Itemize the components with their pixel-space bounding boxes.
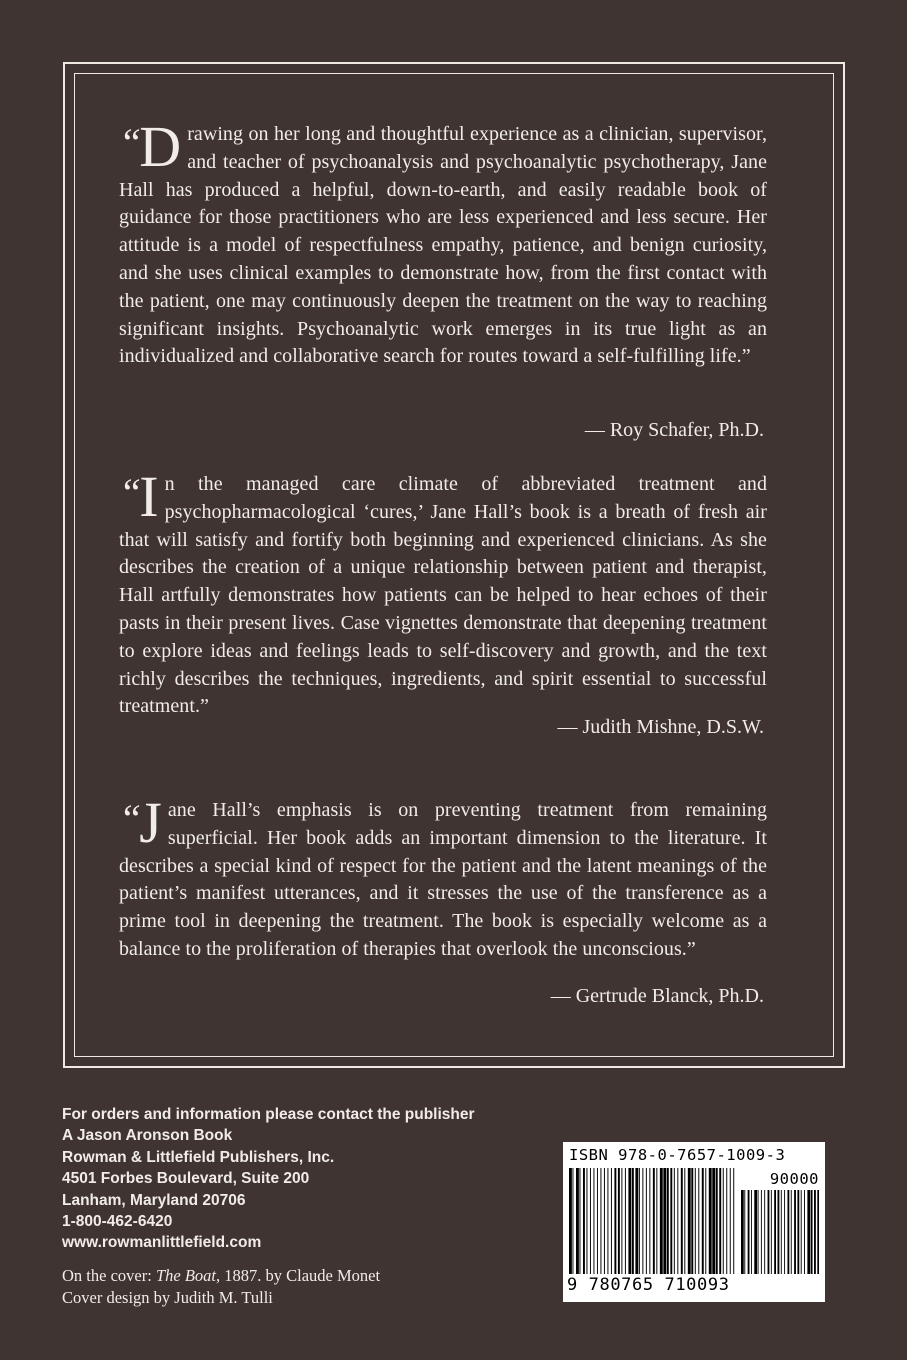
- barcode-bar: [572, 1168, 573, 1274]
- quote-text: n the managed care climate of abbreviated treatment and psychopharmacological ‘cures,’ Jane Hall’s book is a breath of fresh air that will satisfy and fortify both beginning and experienced clinicians. As she describes the creation of a unique relationship between patient and therapist, Hall artfully demonstrates how patients can be helped to hear echoes of their pasts in their present lives. Case vignettes demonstrate that deepening treatment to explore ideas and feelings leads to self-discovery and growth, and the text richly describes the techniques, ingredients, and spirit essential to successful treatment.”: [119, 473, 767, 718]
- barcode-bar: [576, 1168, 579, 1274]
- barcode-bar: [663, 1168, 666, 1274]
- barcode-bar: [778, 1190, 780, 1274]
- barcode-bar: [691, 1168, 693, 1274]
- cover-art-title: The Boat: [155, 1266, 216, 1285]
- publisher-info: [62, 1104, 475, 1254]
- barcode-bar: [791, 1190, 792, 1274]
- quote-judith-mishne: [119, 464, 767, 721]
- ean13-bars: [569, 1168, 735, 1274]
- barcode-bar: [639, 1168, 640, 1274]
- quote-roy-schafer: [119, 114, 767, 371]
- quote-gertrude-blanck: [119, 790, 767, 964]
- barcode-bar: [716, 1168, 718, 1274]
- barcode-bar: [758, 1190, 759, 1274]
- barcode-bar: [649, 1168, 650, 1274]
- barcode-bar: [730, 1168, 731, 1274]
- isbn-barcode: [563, 1142, 825, 1302]
- publisher-address-line2: Lanham, Maryland 20706: [62, 1191, 246, 1209]
- barcode-bar: [586, 1168, 587, 1274]
- barcode-bar: [604, 1168, 605, 1274]
- barcode-bar: [804, 1190, 805, 1274]
- dropcap: “J: [119, 790, 162, 855]
- cover-credits: [62, 1265, 380, 1309]
- publisher-website: www.rowmanlittlefield.com: [62, 1234, 262, 1252]
- barcode-bar: [621, 1168, 622, 1274]
- barcode-bar: [583, 1168, 585, 1274]
- quote-text: ane Hall’s emphasis is on preventing treatment from remaining superficial. Her book adds an important dimension to the literature. It describes a special kind of respect for the patient and the latent meanings of the patient’s manifest utterances, and it stresses the use of the transference as a prime tool in deepening the treatment. The book is especially welcome as a balance to the proliferation of therapies that overlook the unconscious.”: [119, 799, 767, 960]
- dropcap: “D: [119, 114, 182, 179]
- barcode-bar: [611, 1168, 612, 1274]
- publisher-imprint: A Jason Aronson Book: [62, 1127, 233, 1145]
- barcode-bar: [817, 1190, 819, 1274]
- barcode-bar: [642, 1168, 643, 1274]
- barcode-bar: [579, 1168, 580, 1274]
- publisher-name: Rowman & Littlefield Publishers, Inc.: [62, 1148, 335, 1166]
- barcode-bar: [744, 1190, 745, 1274]
- barcode-bar: [723, 1168, 724, 1274]
- barcode-bar: [695, 1168, 696, 1274]
- barcode-bar: [754, 1190, 757, 1274]
- barcode-bar: [590, 1168, 591, 1274]
- barcode-bar: [628, 1168, 631, 1274]
- barcode-bar: [768, 1190, 770, 1274]
- barcode-bar: [667, 1168, 669, 1274]
- barcode-bar: [702, 1168, 704, 1274]
- barcode-bar: [794, 1190, 796, 1274]
- barcode-bar: [653, 1168, 655, 1274]
- cover-art-credit: On the cover: The Boat, 1887. by Claude Monet: [62, 1266, 381, 1285]
- barcode-bar: [774, 1190, 776, 1274]
- barcode-bar: [751, 1190, 752, 1274]
- publisher-contact-line: For orders and information please contact the publisher: [62, 1106, 475, 1123]
- barcode-bar: [761, 1190, 762, 1274]
- barcode-bar: [698, 1168, 699, 1274]
- barcode-bar: [814, 1190, 816, 1274]
- barcode-bar: [625, 1168, 626, 1274]
- barcode-bar: [635, 1168, 638, 1274]
- quote-text: rawing on her long and thoughtful experience as a clinician, supervisor, and teacher of psychoanalysis and psychoanalytic psychotherapy, Jane Hall has produced a helpful, down-to-earth, and easily readable book of guidance for those practitioners who are less experienced and less secure. Her attitude is a model of respectfulness empathy, patience, and benign curiosity, and she uses clinical examples to demonstrate how, from the first contact with the patient, one may continuously deepen the treatment on the way to reaching significant insights. Psychoanalytic work emerges in its true light as an individualized and collaborative search for routes toward a self-fulfilling life.”: [119, 123, 767, 368]
- barcode-bar: [741, 1190, 744, 1274]
- barcode-bar: [607, 1168, 608, 1274]
- barcode-bar: [719, 1168, 721, 1274]
- isbn-number: ISBN 978-0-7657-1009-3: [569, 1146, 786, 1164]
- barcode-bar: [811, 1190, 813, 1274]
- barcode-bar: [748, 1190, 750, 1274]
- barcode-bar: [726, 1168, 727, 1274]
- barcode-bar: [677, 1168, 678, 1274]
- cover-design-credit: Cover design by Judith M. Tulli: [62, 1288, 273, 1307]
- attribution-gertrude-blanck: — Gertrude Blanck, Ph.D.: [550, 985, 764, 1007]
- barcode-bar: [614, 1168, 616, 1274]
- barcode-bar: [797, 1190, 799, 1274]
- barcode-digits: 9 780765 710093: [567, 1275, 730, 1295]
- barcode-bar: [709, 1168, 712, 1274]
- barcode-bar: [784, 1190, 785, 1274]
- dropcap: “I: [119, 464, 159, 529]
- barcode-bar: [688, 1168, 691, 1274]
- barcode-bar: [712, 1168, 715, 1274]
- barcode-bar: [787, 1190, 789, 1274]
- barcode-bar: [681, 1168, 683, 1274]
- barcode-bar: [660, 1168, 663, 1274]
- open-quote-mark: “: [119, 120, 139, 165]
- price-code: 90000: [769, 1170, 819, 1188]
- barcode-bar: [705, 1168, 706, 1274]
- attribution-roy-schafer: — Roy Schafer, Ph.D.: [584, 419, 764, 441]
- barcode-bar: [733, 1168, 734, 1274]
- barcode-bar: [670, 1168, 672, 1274]
- barcode-bar: [674, 1168, 675, 1274]
- attribution-judith-mishne: — Judith Mishne, D.S.W.: [557, 716, 764, 738]
- barcode-bar: [801, 1190, 802, 1274]
- barcode-bar: [656, 1168, 657, 1274]
- barcode-bar: [771, 1190, 772, 1274]
- barcode-bar: [618, 1168, 620, 1274]
- barcode-bar: [764, 1190, 765, 1274]
- barcode-bar: [593, 1168, 594, 1274]
- barcode-bar: [684, 1168, 685, 1274]
- open-quote-mark: “: [119, 470, 139, 515]
- barcode-bar: [569, 1168, 572, 1274]
- barcode-bar: [632, 1168, 634, 1274]
- publisher-phone: 1-800-462-6420: [62, 1213, 173, 1231]
- publisher-address-line1: 4501 Forbes Boulevard, Suite 200: [62, 1170, 310, 1188]
- barcode-bar: [600, 1168, 601, 1274]
- barcode-bar: [781, 1190, 782, 1274]
- open-quote-mark: “: [119, 796, 139, 841]
- barcode-bar: [807, 1190, 810, 1274]
- addon-bars: [741, 1190, 819, 1274]
- barcode-bar: [597, 1168, 598, 1274]
- barcode-bar: [646, 1168, 647, 1274]
